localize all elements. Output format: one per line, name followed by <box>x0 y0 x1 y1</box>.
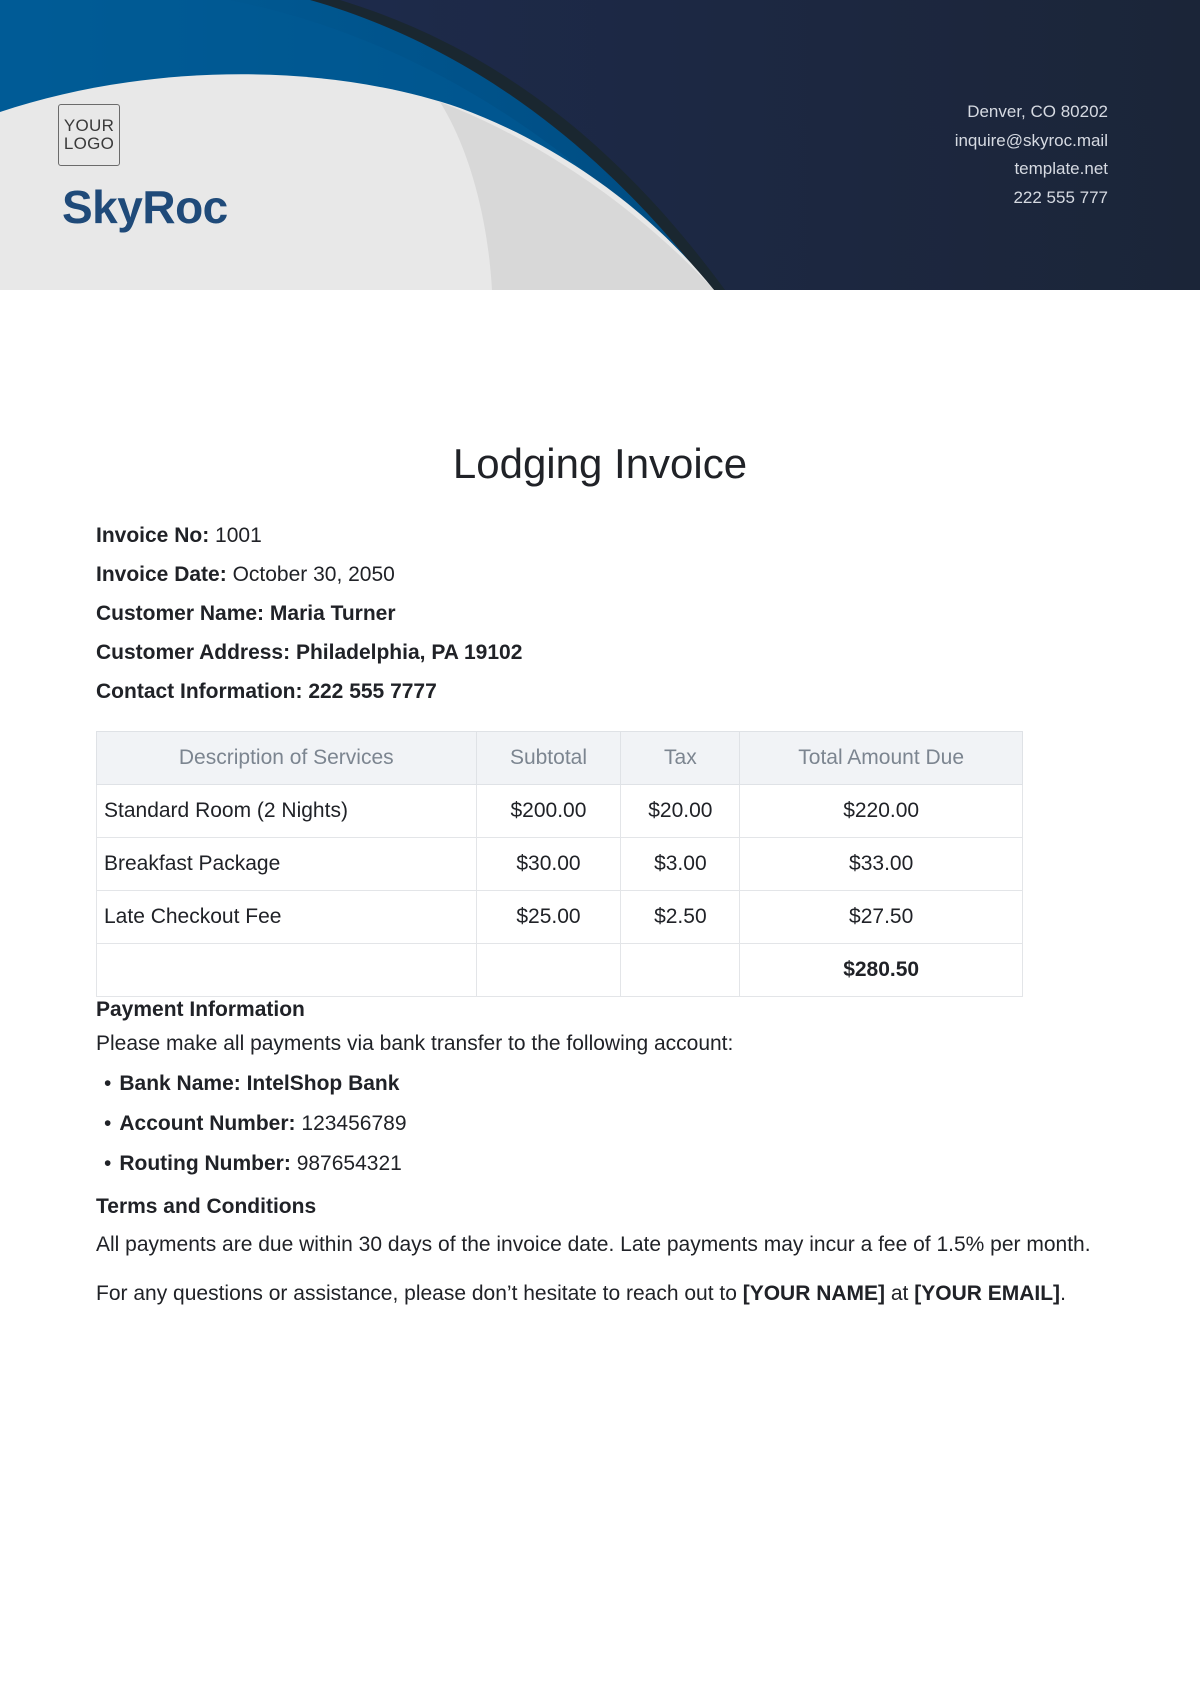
routing-number-item <box>104 1144 1098 1184</box>
contact-information-label: Contact Information: <box>96 680 303 703</box>
contact-information <box>96 672 522 711</box>
bank-name: Bank Name: IntelShop Bank <box>119 1072 400 1095</box>
invoice-meta <box>96 516 522 711</box>
empty-cell <box>476 944 621 997</box>
company-website: template.net <box>1014 159 1108 178</box>
grand-total-value: $280.50 <box>740 944 1023 997</box>
cell-subtotal: $30.00 <box>476 838 621 891</box>
logo-text-line1: YOUR <box>63 116 115 135</box>
bank-name-item <box>104 1064 1098 1104</box>
payment-heading: Payment Information <box>96 998 305 1021</box>
cell-total: $27.50 <box>740 891 1023 944</box>
invoice-date <box>96 555 522 594</box>
cell-subtotal: $25.00 <box>476 891 621 944</box>
column-header-total: Total Amount Due <box>740 732 1023 785</box>
customer-name-label: Customer Name: <box>96 602 265 625</box>
cell-description: Late Checkout Fee <box>97 891 477 944</box>
contact-note-mid: at <box>885 1282 915 1305</box>
payment-information-section <box>96 996 1098 1184</box>
customer-address <box>96 633 522 672</box>
cell-tax: $20.00 <box>621 785 740 838</box>
contact-email-placeholder: [YOUR EMAIL] <box>914 1282 1061 1305</box>
company-contact-block <box>955 98 1108 212</box>
column-header-tax: Tax <box>621 732 740 785</box>
contact-name-placeholder: [YOUR NAME] <box>742 1282 886 1305</box>
company-address: Denver, CO 80202 <box>967 102 1108 121</box>
cell-subtotal: $200.00 <box>476 785 621 838</box>
customer-name <box>96 594 522 633</box>
account-number-item <box>104 1104 1098 1144</box>
table-header-row <box>97 732 1023 785</box>
invoice-date-label: Invoice Date: <box>96 563 227 586</box>
column-header-description: Description of Services <box>97 732 477 785</box>
company-phone: 222 555 777 <box>1013 187 1108 207</box>
table-row <box>97 891 1023 944</box>
invoice-number-label: Invoice No: <box>96 524 210 547</box>
terms-section <box>96 1193 1098 1313</box>
cell-description: Breakfast Package <box>97 838 477 891</box>
contact-note-suffix: . <box>1060 1282 1066 1305</box>
bank-details-list <box>96 1064 1098 1184</box>
company-email: inquire@skyroc.mail <box>954 130 1108 150</box>
cell-total: $220.00 <box>740 785 1023 838</box>
routing-number-label: Routing Number: <box>119 1152 291 1175</box>
routing-number-value: 987654321 <box>296 1152 402 1175</box>
column-header-subtotal: Subtotal <box>476 732 621 785</box>
empty-cell <box>97 944 477 997</box>
customer-address-label: Customer Address: <box>96 641 291 664</box>
terms-heading: Terms and Conditions <box>96 1195 317 1218</box>
invoice-number <box>96 516 522 555</box>
customer-name-value: Maria Turner <box>269 602 396 625</box>
services-table <box>96 731 1023 997</box>
contact-note <box>96 1275 1098 1313</box>
cell-tax: $3.00 <box>621 838 740 891</box>
contact-information-value: 222 555 7777 <box>308 680 437 703</box>
cell-total: $33.00 <box>740 838 1023 891</box>
invoice-number-value: 1001 <box>215 524 262 547</box>
logo-text-line2: LOGO <box>63 134 115 153</box>
brand-name: SkyRoc <box>62 181 228 233</box>
account-number-value: 123456789 <box>301 1112 407 1135</box>
account-number-label: Account Number: <box>119 1112 296 1135</box>
document-title: Lodging Invoice <box>452 440 748 487</box>
logo-placeholder <box>58 104 120 166</box>
cell-tax: $2.50 <box>621 891 740 944</box>
invoice-date-value: October 30, 2050 <box>232 563 395 586</box>
contact-note-prefix: For any questions or assistance, please don’t hesitate to reach out to <box>96 1282 743 1305</box>
grand-total-row <box>97 944 1023 997</box>
cell-description: Standard Room (2 Nights) <box>97 785 477 838</box>
terms-text: All payments are due within 30 days of the invoice date. Late payments may incur a fee of 1.5% per month. <box>96 1233 1091 1256</box>
table-row <box>97 838 1023 891</box>
empty-cell <box>621 944 740 997</box>
payment-intro: Please make all payments via bank transfer to the following account: <box>96 1032 734 1055</box>
letterhead <box>0 0 1200 290</box>
table-row <box>97 785 1023 838</box>
customer-address-value: Philadelphia, PA 19102 <box>295 641 523 664</box>
